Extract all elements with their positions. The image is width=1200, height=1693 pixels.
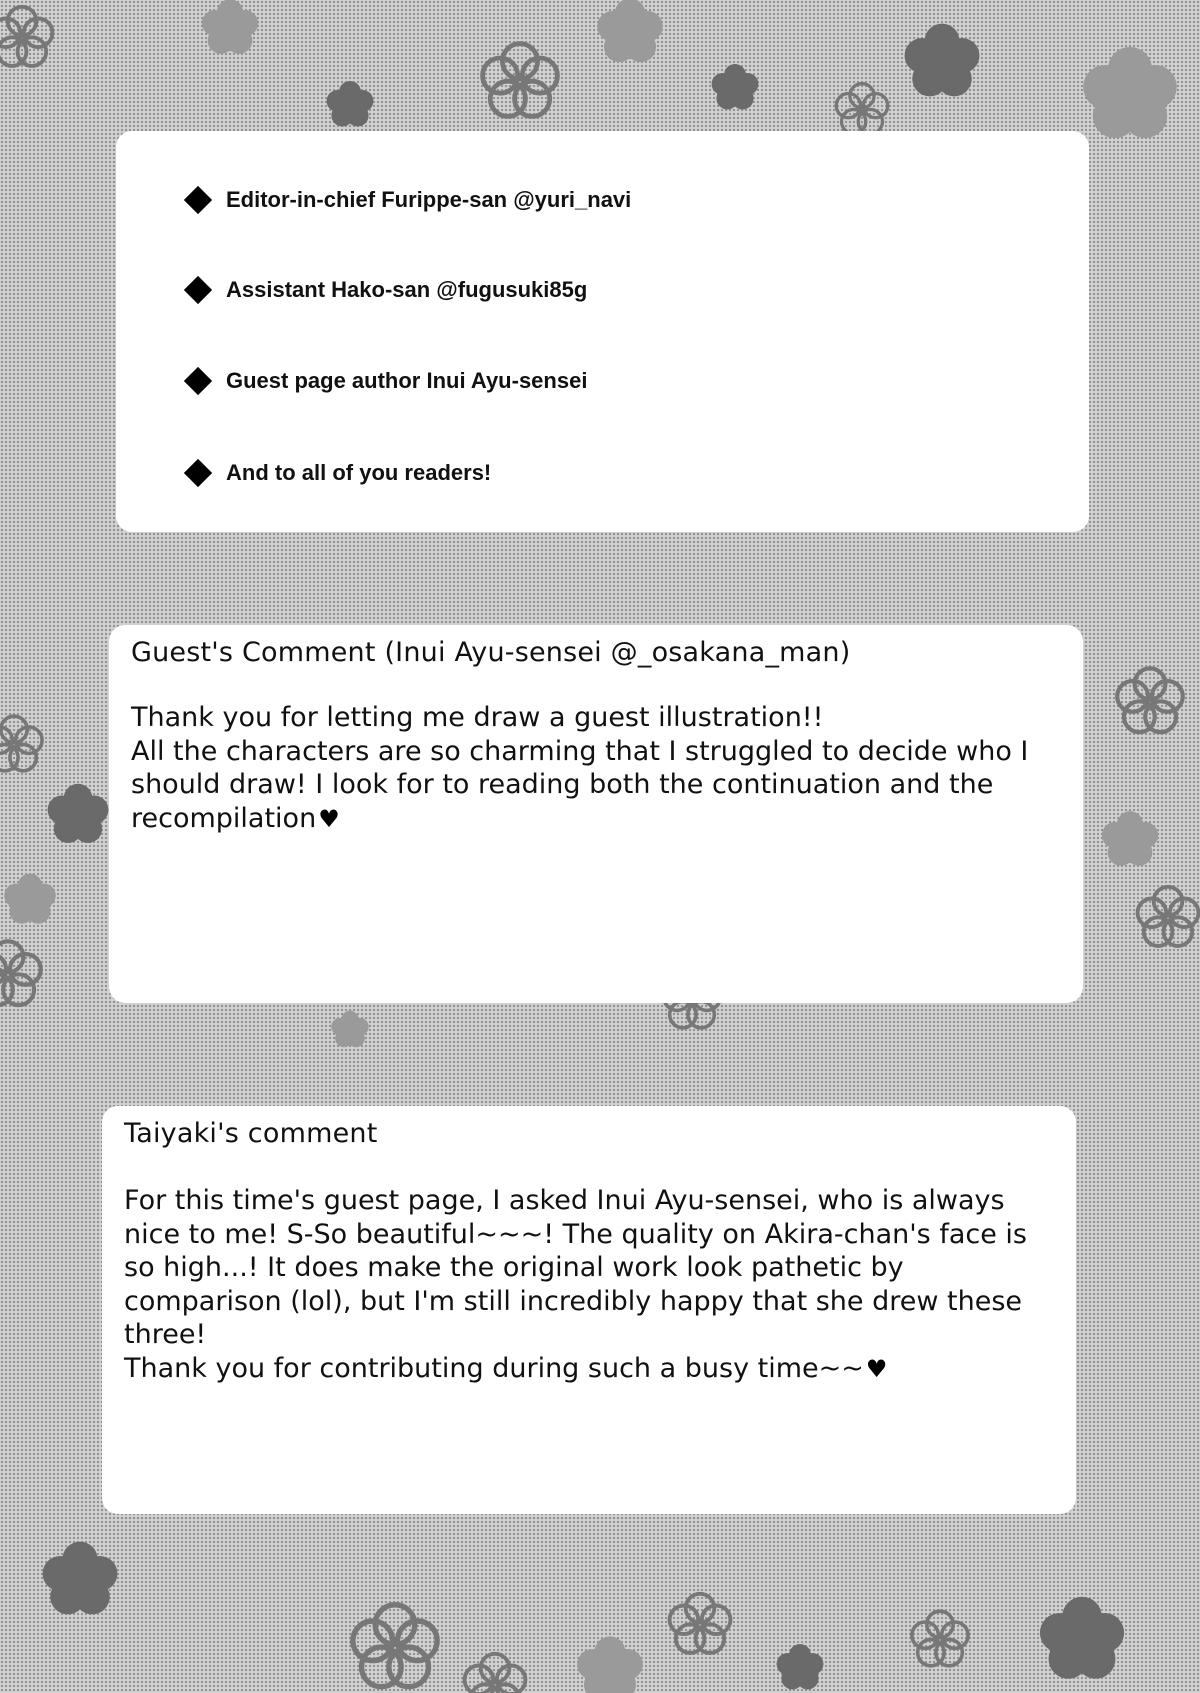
- credits-panel: [116, 131, 1089, 532]
- credit-item: [188, 277, 587, 303]
- guest-comment-body: [131, 701, 1071, 836]
- credit-item-text: And to all of you readers!: [226, 460, 492, 485]
- diamond-bullet-icon: [184, 186, 212, 214]
- guest-comment-paragraph: [131, 735, 1071, 837]
- guest-comment-panel: [109, 625, 1083, 1003]
- credit-item: [188, 460, 491, 486]
- guest-comment-paragraph-text: All the characters are so charming that I struggled to decide who I should draw! I look for to reading both the continuation and the recompilation: [131, 735, 1029, 834]
- taiyaki-comment-paragraph: [124, 1352, 1064, 1387]
- guest-comment-heading: Guest's Comment (Inui Ayu-sensei @_osakana_man): [131, 637, 851, 668]
- taiyaki-comment-paragraph-text: Thank you for contributing during such a busy time~~: [124, 1352, 864, 1384]
- heart-icon: ♥: [865, 1354, 888, 1383]
- credit-item-text: Assistant Hako-san @fugusuki85g: [226, 277, 588, 302]
- diamond-bullet-icon: [184, 367, 212, 395]
- credit-item: [188, 368, 587, 394]
- guest-comment-paragraph: Thank you for letting me draw a guest illustration!!: [131, 702, 824, 733]
- credit-item: [188, 187, 631, 213]
- diamond-bullet-icon: [184, 459, 212, 487]
- diamond-bullet-icon: [184, 276, 212, 304]
- heart-icon: ♥: [318, 804, 340, 833]
- taiyaki-comment-heading: Taiyaki's comment: [124, 1118, 378, 1149]
- credit-item-text: Editor-in-chief Furippe-san @yuri_navi: [226, 187, 632, 212]
- taiyaki-comment-body: [124, 1184, 1064, 1386]
- credit-item-text: Guest page author Inui Ayu-sensei: [226, 368, 588, 393]
- taiyaki-comment-paragraph: For this time's guest page, I asked Inui Ayu-sensei, who is always nice to me! S-So beautiful~~~! The quality on Akira-chan's face is so high...! It does make the original work look pathetic by comparison (lol), but I'm still incredibly happy that she drew these three!: [124, 1185, 1027, 1350]
- taiyaki-comment-panel: [102, 1106, 1076, 1514]
